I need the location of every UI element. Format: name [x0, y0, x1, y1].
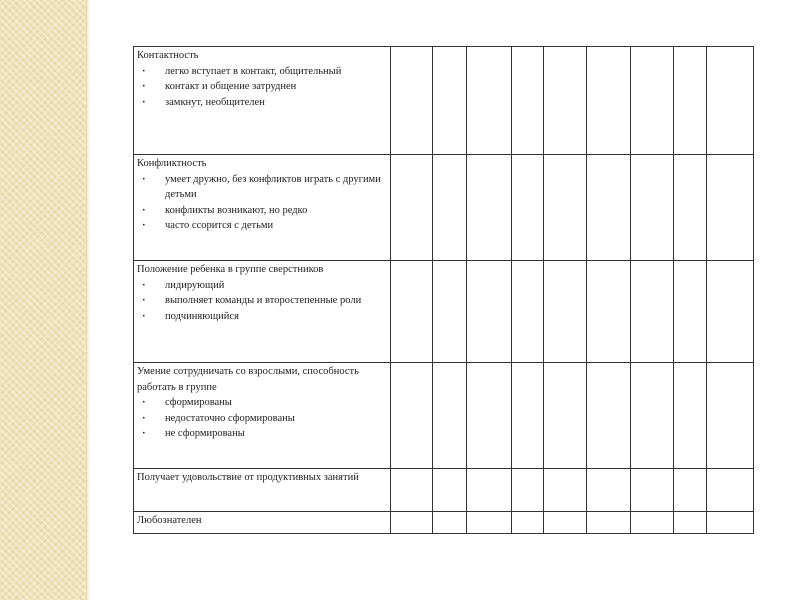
- criterion-option: · сформированы: [137, 395, 387, 411]
- criterion-option: · подчиняющийся: [137, 309, 387, 325]
- score-cell[interactable]: [707, 261, 754, 363]
- score-cell[interactable]: [674, 261, 707, 363]
- score-cell[interactable]: [674, 363, 707, 469]
- score-cell[interactable]: [512, 512, 544, 534]
- score-cell[interactable]: [512, 47, 544, 155]
- score-cell[interactable]: [587, 261, 631, 363]
- score-cell[interactable]: [707, 47, 754, 155]
- score-cell[interactable]: [391, 512, 433, 534]
- criterion-title: Конфликтность: [137, 158, 207, 169]
- criterion-title: Положение ребенка в группе сверстников: [137, 264, 324, 275]
- score-cell[interactable]: [544, 155, 587, 261]
- score-cell[interactable]: [544, 47, 587, 155]
- score-cell[interactable]: [544, 469, 587, 512]
- criterion-option: · выполняет команды и второстепенные роли: [137, 293, 387, 309]
- table-row: [134, 155, 754, 261]
- table-row: [134, 512, 754, 534]
- score-cell[interactable]: [433, 469, 467, 512]
- score-cell[interactable]: [433, 47, 467, 155]
- score-cell[interactable]: [587, 155, 631, 261]
- score-cell[interactable]: [631, 469, 674, 512]
- criterion-options: [137, 278, 387, 325]
- score-cell[interactable]: [391, 155, 433, 261]
- score-cell[interactable]: [544, 363, 587, 469]
- score-cell[interactable]: [467, 155, 512, 261]
- score-cell[interactable]: [512, 155, 544, 261]
- table-row: [134, 469, 754, 512]
- score-cell[interactable]: [674, 155, 707, 261]
- criterion-option: · часто ссорится с детьми: [137, 218, 387, 234]
- score-cell[interactable]: [587, 363, 631, 469]
- score-cell[interactable]: [467, 512, 512, 534]
- score-cell[interactable]: [391, 363, 433, 469]
- score-cell[interactable]: [467, 363, 512, 469]
- score-cell[interactable]: [707, 363, 754, 469]
- score-cell[interactable]: [433, 261, 467, 363]
- score-cell[interactable]: [433, 512, 467, 534]
- score-cell[interactable]: [631, 155, 674, 261]
- score-cell[interactable]: [391, 261, 433, 363]
- score-cell[interactable]: [707, 512, 754, 534]
- score-cell[interactable]: [631, 512, 674, 534]
- score-cell[interactable]: [391, 469, 433, 512]
- criterion-option: · лидирующий: [137, 278, 387, 294]
- table-row: [134, 47, 754, 155]
- criterion-cell: [134, 363, 391, 469]
- score-cell[interactable]: [512, 469, 544, 512]
- score-cell[interactable]: [467, 47, 512, 155]
- criterion-option: · замкнут, необщителен: [137, 95, 387, 111]
- criterion-option: · контакт и общение затруднен: [137, 79, 387, 95]
- table-row: [134, 363, 754, 469]
- assessment-table: [133, 46, 754, 534]
- decorative-side-strip: [0, 0, 86, 600]
- score-cell[interactable]: [544, 261, 587, 363]
- score-cell[interactable]: [707, 155, 754, 261]
- score-cell[interactable]: [631, 261, 674, 363]
- criterion-option: · недостаточно сформированы: [137, 411, 387, 427]
- criterion-option: · не сформированы: [137, 426, 387, 442]
- score-cell[interactable]: [391, 47, 433, 155]
- score-cell[interactable]: [674, 469, 707, 512]
- score-cell[interactable]: [433, 363, 467, 469]
- criterion-title: Любознателен: [137, 515, 202, 526]
- table-row: [134, 261, 754, 363]
- score-cell[interactable]: [587, 469, 631, 512]
- score-cell[interactable]: [631, 47, 674, 155]
- score-cell[interactable]: [707, 469, 754, 512]
- score-cell[interactable]: [467, 261, 512, 363]
- criterion-title: Контактность: [137, 50, 199, 61]
- criterion-cell: [134, 261, 391, 363]
- criterion-option: · легко вступает в контакт, общительный: [137, 64, 387, 80]
- criterion-options: [137, 172, 387, 234]
- score-cell[interactable]: [674, 512, 707, 534]
- criterion-option: · умеет дружно, без конфликтов играть с другими детьми: [137, 172, 387, 203]
- criterion-title: Умение сотрудничать со взрослыми, способность работать в группе: [137, 366, 359, 393]
- score-cell[interactable]: [512, 363, 544, 469]
- criterion-cell: [134, 47, 391, 155]
- score-cell[interactable]: [587, 512, 631, 534]
- score-cell[interactable]: [544, 512, 587, 534]
- criterion-cell: [134, 155, 391, 261]
- criterion-options: [137, 64, 387, 111]
- score-cell[interactable]: [587, 47, 631, 155]
- score-cell[interactable]: [674, 47, 707, 155]
- side-strip-edge: [86, 0, 90, 600]
- criterion-options: [137, 395, 387, 442]
- score-cell[interactable]: [512, 261, 544, 363]
- criterion-option: · конфликты возникают, но редко: [137, 203, 387, 219]
- criterion-cell: [134, 512, 391, 534]
- criterion-title: Получает удовольствие от продуктивных занятий: [137, 472, 359, 483]
- score-cell[interactable]: [631, 363, 674, 469]
- score-cell[interactable]: [467, 469, 512, 512]
- score-cell[interactable]: [433, 155, 467, 261]
- criterion-cell: [134, 469, 391, 512]
